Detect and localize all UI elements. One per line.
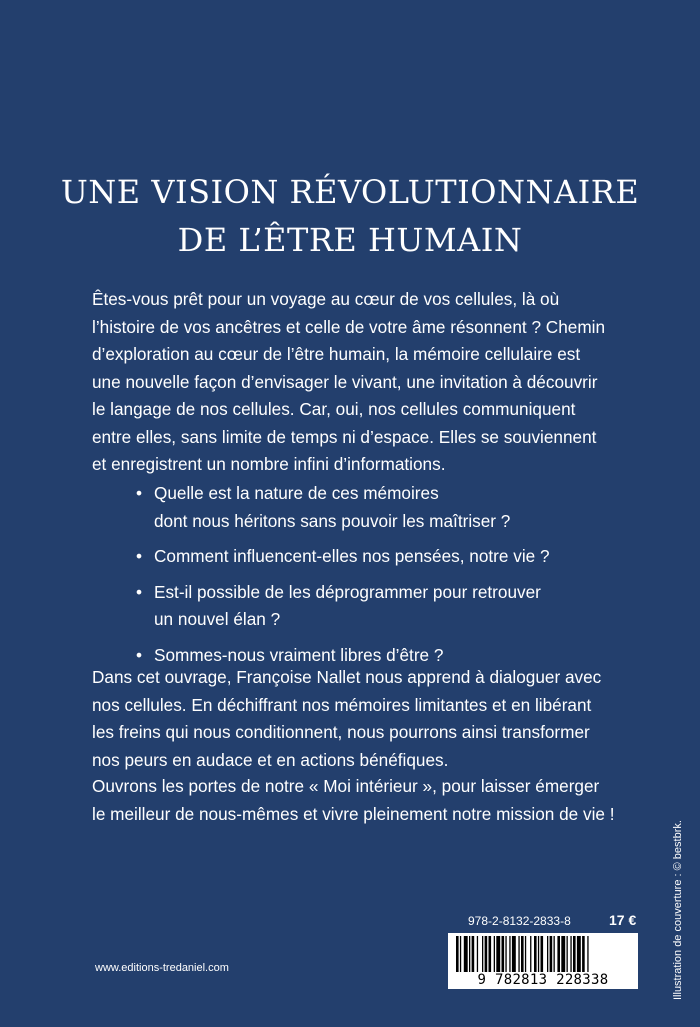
closing-line: le meilleur de nous-mêmes et vivre pleinement notre mission de vie ! — [92, 803, 615, 824]
barcode-bar — [502, 936, 505, 972]
barcode-bar — [460, 936, 461, 972]
intro-line: une nouvelle façon d’envisager le vivant, une invitation à découvrir — [92, 371, 598, 392]
bullet-marker: • — [136, 644, 143, 665]
intro-line: l’histoire de vos ancêtres et celle de votre âme résonnent ? Chemin — [92, 316, 606, 337]
publisher-website: www.editions-tredaniel.com — [95, 962, 229, 974]
author-line: les freins qui nous conditionnent, nous pourrons ainsi transformer — [92, 722, 590, 742]
barcode-bar — [567, 936, 568, 972]
intro-line: entre elles, sans limite de temps ni d’espace. Elles se souviennent — [92, 426, 597, 447]
price-label: 17 € — [609, 912, 637, 928]
question-line: un nouvel élan ? — [154, 609, 281, 629]
bullet-marker: • — [136, 581, 143, 602]
intro-line: le langage de nos cellules. Car, oui, nos cellules communiquent — [92, 399, 576, 419]
barcode-bar — [547, 936, 548, 972]
intro-line: Êtes-vous prêt pour un voyage au cœur de vos cellules, là où — [92, 289, 560, 309]
barcode-bar — [577, 936, 581, 972]
barcode-bar — [570, 936, 571, 972]
title-line-1: UNE VISION RÉVOLUTIONNAIRE — [60, 173, 640, 211]
intro-line: et enregistrent un nombre infini d’informations. — [92, 454, 446, 474]
barcode-bar — [538, 936, 539, 972]
barcode-bar — [482, 936, 483, 972]
closing-paragraph — [92, 773, 615, 828]
barcode-bar — [534, 936, 537, 972]
intro-paragraph — [92, 286, 612, 479]
intro-line: d’exploration au cœur de l’être humain, la mémoire cellulaire est — [92, 344, 581, 364]
barcode-bar — [477, 936, 478, 972]
question-line: dont nous héritons sans pouvoir les maîtriser ? — [154, 510, 511, 531]
barcode-bar — [557, 936, 560, 972]
barcode-bar — [512, 936, 516, 972]
author-line: nos peurs en audace et en actions bénéfiques. — [92, 749, 449, 770]
barcode-bar — [472, 936, 475, 972]
barcode-bar — [496, 936, 500, 972]
question-item — [136, 543, 596, 571]
barcode-bar — [518, 936, 519, 972]
barcode-bar — [582, 936, 585, 972]
barcode — [448, 933, 638, 989]
author-line: Dans cet ouvrage, Françoise Nallet nous apprend à dialoguer avec — [92, 667, 602, 687]
bullet-marker: • — [136, 546, 143, 566]
barcode-bar — [541, 936, 544, 972]
question-line: Sommes-nous vraiment libres d’être ? — [154, 644, 444, 665]
barcode-bar — [530, 936, 531, 972]
barcode-bar — [561, 936, 565, 972]
barcode-bar — [521, 936, 524, 972]
barcode-bar — [469, 936, 470, 972]
question-line: Est-il possible de les déprogrammer pour retrouver — [154, 581, 541, 602]
barcode-bar — [573, 936, 576, 972]
barcode-digits: 9 782813 228338 — [452, 972, 634, 988]
question-item — [136, 579, 596, 634]
bullet-marker: • — [136, 483, 143, 503]
barcode-bar — [509, 936, 510, 972]
title-line-2: DE L’ÊTRE HUMAIN — [177, 221, 523, 259]
isbn-number: 978-2-8132-2833-8 — [468, 914, 571, 928]
author-paragraph — [92, 664, 612, 774]
author-line: nos cellules. En déchiffrant nos mémoires limitantes et en libérant — [92, 694, 592, 715]
question-item — [136, 480, 596, 535]
question-line: Comment influencent-elles nos pensées, notre vie ? — [154, 546, 550, 566]
barcode-bar — [505, 936, 506, 972]
barcode-bar — [489, 936, 492, 972]
barcode-bar — [464, 936, 468, 972]
question-line: Quelle est la nature de ces mémoires — [154, 483, 439, 503]
barcode-bar — [550, 936, 553, 972]
barcode-bar — [587, 936, 588, 972]
barcode-bar — [456, 936, 459, 972]
question-list — [136, 480, 596, 677]
closing-line: Ouvrons les portes de notre « Moi intérieur », pour laisser émerger — [92, 776, 600, 796]
barcode-bar — [494, 936, 495, 972]
barcode-bar — [525, 936, 526, 972]
cover-title — [0, 168, 700, 264]
barcode-bar — [485, 936, 488, 972]
barcode-bar — [554, 936, 555, 972]
cover-illustration-credit: Illustration de couverture : © bestbrk. — [672, 820, 684, 1000]
